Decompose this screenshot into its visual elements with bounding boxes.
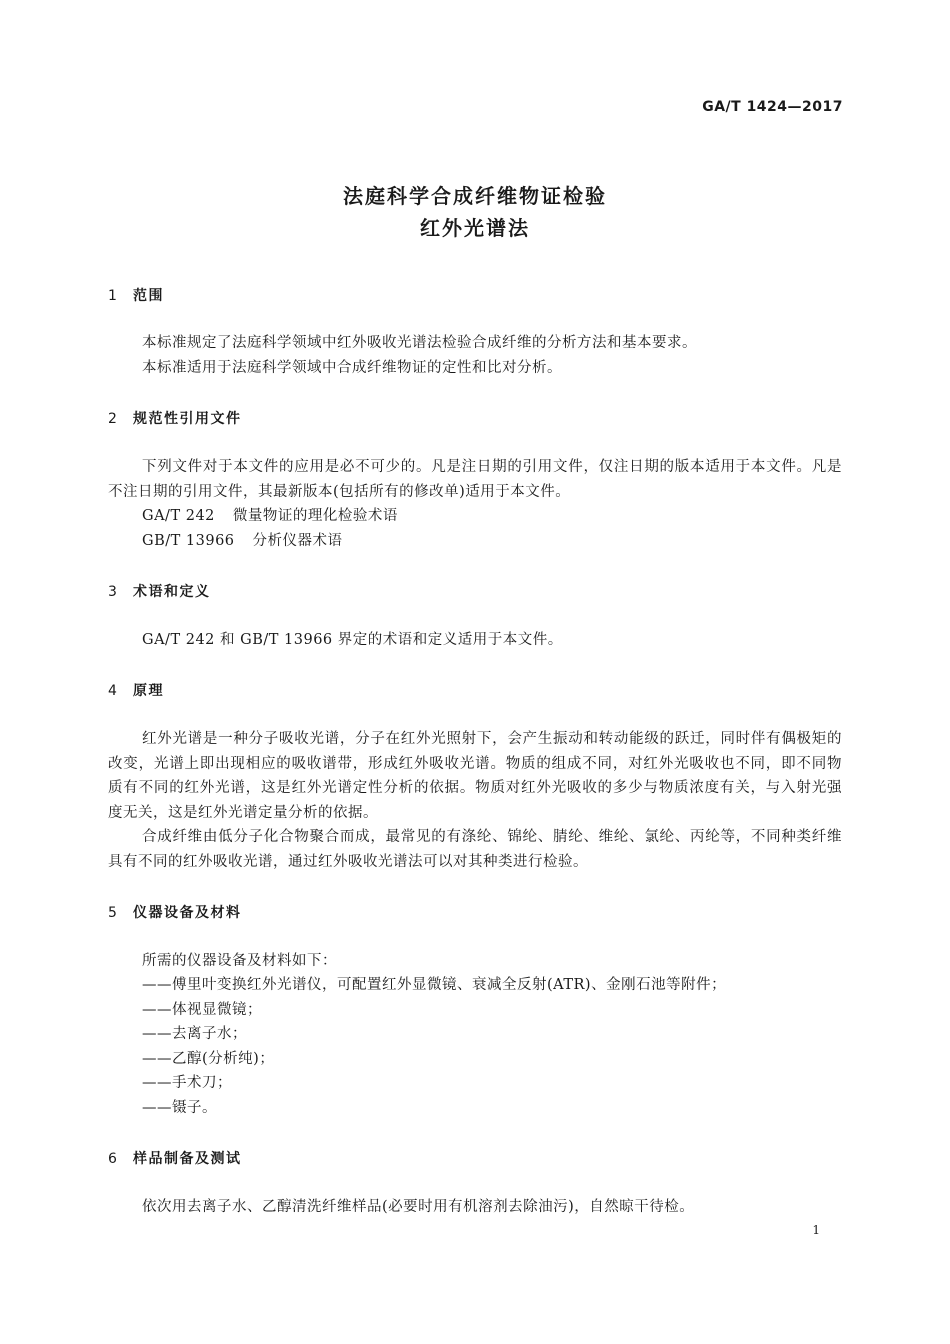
equipment-item: ——去离子水； xyxy=(142,1026,247,1042)
document-title: 法庭科学合成纤维物证检验 xyxy=(343,184,607,208)
equipment-item: ——傅里叶变换红外光谱仪，可配置红外显微镜、衰减全反射(ATR)、金刚石池等附件； xyxy=(142,977,727,993)
section-number: 1 xyxy=(108,288,119,304)
reference-name: 分析仪器术语 xyxy=(252,533,343,549)
section-title: 原理 xyxy=(133,683,164,699)
reference-item xyxy=(142,504,842,529)
reference-name: 微量物证的理化检验术语 xyxy=(232,508,398,524)
sample-preparation-line: 依次用去离子水、乙醇清洗纤维样品(必要时用有机溶剂去除油污)，自然晾干待检。 xyxy=(142,1199,695,1215)
page-number: 1 xyxy=(812,1223,820,1237)
section-heading-principle xyxy=(108,680,164,700)
reference-item xyxy=(142,529,842,554)
section-number: 4 xyxy=(108,683,119,699)
reference-code: GB/T 13966 xyxy=(142,533,235,549)
reference-code: GA/T 242 xyxy=(142,508,215,524)
section-title: 样品制备及测试 xyxy=(133,1151,242,1167)
scope-line-2: 本标准适用于法庭科学领域中合成纤维物证的定性和比对分析。 xyxy=(142,360,562,376)
section-heading-equipment xyxy=(108,902,242,922)
principle-paragraph-1: 红外光谱是一种分子吸收光谱，分子在红外光照射下，会产生振动和转动能级的跃迁，同时伴有偶极矩的改变，光谱上即出现相应的吸收谱带，形成红外吸收光谱。物质的组成不同，对红外光吸收也不同，即不同物质有不同的红外光谱，这是红外光谱定性分析的依据。物质对红外光吸收的多少与物质浓度有关，与入射光强度无关，这是红外光谱定量分析的依据。 xyxy=(108,731,842,821)
standard-code: GA/T 1424—2017 xyxy=(702,99,843,115)
equipment-item: ——体视显微镜； xyxy=(142,1002,262,1018)
section-title: 范围 xyxy=(133,288,164,304)
section-heading-terms xyxy=(108,581,211,601)
document-subtitle: 红外光谱法 xyxy=(420,216,530,240)
section-number: 3 xyxy=(108,584,119,600)
section-number: 2 xyxy=(108,411,119,427)
section-title: 术语和定义 xyxy=(133,584,211,600)
section-title: 仪器设备及材料 xyxy=(133,905,242,921)
section-heading-scope xyxy=(108,285,164,305)
equipment-item: ——手术刀； xyxy=(142,1075,232,1091)
terms-line: GA/T 242 和 GB/T 13966 界定的术语和定义适用于本文件。 xyxy=(142,632,563,648)
equipment-item: ——乙醇(分析纯)； xyxy=(142,1051,275,1067)
normative-references-paragraph: 下列文件对于本文件的应用是必不可少的。凡是注日期的引用文件，仅注日期的版本适用于本文件。凡是不注日期的引用文件，其最新版本(包括所有的修改单)适用于本文件。 xyxy=(108,459,842,500)
section-title: 规范性引用文件 xyxy=(133,411,242,427)
scope-line-1: 本标准规定了法庭科学领域中红外吸收光谱法检验合成纤维的分析方法和基本要求。 xyxy=(142,335,697,351)
section-number: 5 xyxy=(108,905,119,921)
equipment-item: ——镊子。 xyxy=(142,1100,217,1116)
section-heading-normative-references xyxy=(108,408,242,428)
principle-paragraph-2: 合成纤维由低分子化合物聚合而成，最常见的有涤纶、锦纶、腈纶、维纶、氯纶、丙纶等，不同种类纤维具有不同的红外吸收光谱，通过红外吸收光谱法可以对其种类进行检验。 xyxy=(108,829,842,870)
section-heading-sample-preparation xyxy=(108,1148,242,1168)
equipment-intro: 所需的仪器设备及材料如下： xyxy=(142,953,337,969)
section-number: 6 xyxy=(108,1151,119,1167)
